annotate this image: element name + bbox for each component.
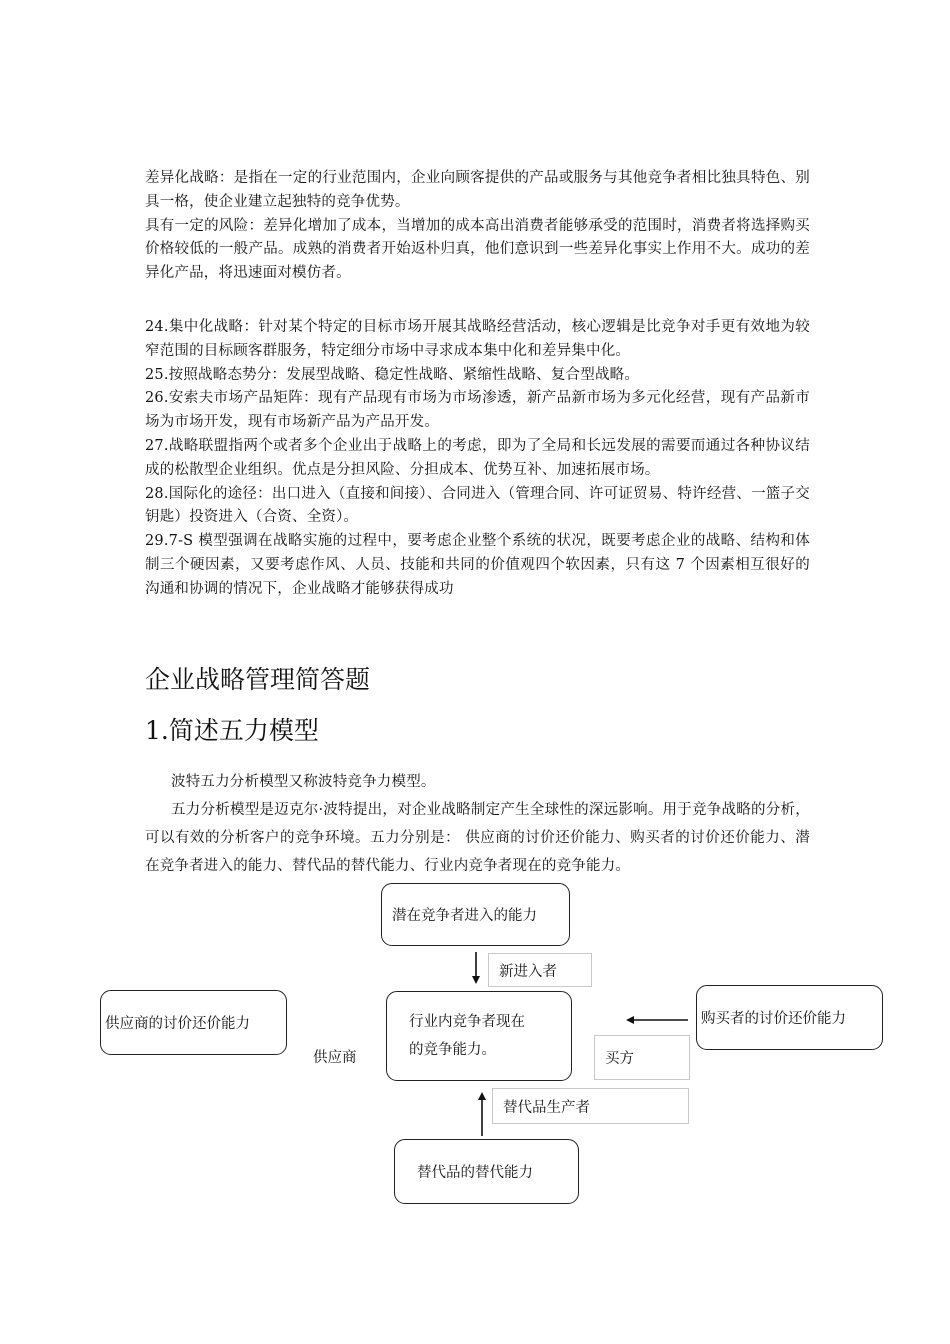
supplier-label: 供应商 [313,1050,357,1066]
question-title: 1.简述五力模型 [145,716,319,745]
intro-line-2: 五力分析模型是迈克尔·波特提出，对企业战略制定产生全球性的深远影响。用于竞争战略的分析，可以有效的分析客户的竞争环境。五力分别是： 供应商的讨价还价能力、购买者的讨价还价能力、潜在竞争者进入的能力、替代品的替代能力、行业内竞争者现在的竞争能力。 [145,802,810,874]
industry-rivalry-line2: 的竞争能力。 [409,1042,496,1058]
new-entrant-label: 新进入者 [499,963,557,980]
item-27: 27.战略联盟指两个或者多个企业出于战略上的考虑，即为了全局和长远发展的需要而通过各种协议结成的松散型企业组织。优点是分担风险、分担成本、优势互补、加速拓展市场。 [145,437,810,478]
item-26: 26.安索夫市场产品矩阵：现有产品现有市场为市场渗透，新产品新市场为多元化经营，现有产品新市场为市场开发，现有市场新产品为产品开发。 [145,390,810,431]
item-28: 28.国际化的途径：出口进入（直接和间接）、合同进入（管理合同、许可证贸易、特许经营、一篮子交钥匙）投资进入（合资、全资）。 [145,485,810,526]
differentiation-risk: 具有一定的风险：差异化增加了成本，当增加的成本高出消费者能够承受的范围时，消费者将选择购买价格较低的一般产品。成熟的消费者开始返朴归真，他们意识到一些差异化事实上作用不大。成功的差异化产品，将迅速面对模仿者。 [145,217,810,282]
supplier-power-box [100,990,287,1055]
substitute-threat-box [394,1139,579,1204]
item-29: 29.7-S 模型强调在战略实施的过程中，要考虑企业整个系统的状况，既要考虑企业的战略、结构和体制三个硬因素，又要考虑作风、人员、技能和共同的价值观四个软因素，只有这 7 个因素相互很好的沟通和协调的情况下，企业战略才能够获得成功 [145,533,810,597]
new-entrant-box [488,953,592,987]
differentiation-definition: 差异化战略：是指在一定的行业范围内，企业向顾客提供的产品或服务与其他竞争者相比独具特色、别具一格，使企业建立起独特的竞争优势。 [145,170,810,210]
buyer-power-box [696,985,883,1050]
substitute-producer-label: 替代品生产者 [503,1099,590,1116]
item-25: 25.按照战略态势分：发展型战略、稳定性战略、紧缩性战略、复合型战略。 [145,366,640,383]
potential-entrants-box [381,883,570,946]
substitute-producer-box [492,1088,689,1124]
section-title: 企业战略管理简答题 [145,665,371,694]
industry-rivalry-line1: 行业内竞争者现在 [409,1014,525,1030]
industry-rivalry-box [386,991,572,1081]
buyer-label: 买方 [605,1051,634,1067]
buyer-power-label: 购买者的讨价还价能力 [701,1011,846,1027]
substitute-threat-label: 替代品的替代能力 [417,1165,533,1181]
potential-entrants-label: 潜在竞争者进入的能力 [392,908,537,924]
buyer-label-box [594,1035,690,1080]
supplier-power-label: 供应商的讨价还价能力 [105,1016,250,1032]
intro-line-1: 波特五力分析模型又称波特竞争力模型。 [171,774,436,790]
item-24: 24.集中化战略：针对某个特定的目标市场开展其战略经营活动，核心逻辑是比竞争对手更有效地为较窄范围的目标顾客群服务，特定细分市场中寻求成本集中化和差异集中化。 [145,319,810,359]
